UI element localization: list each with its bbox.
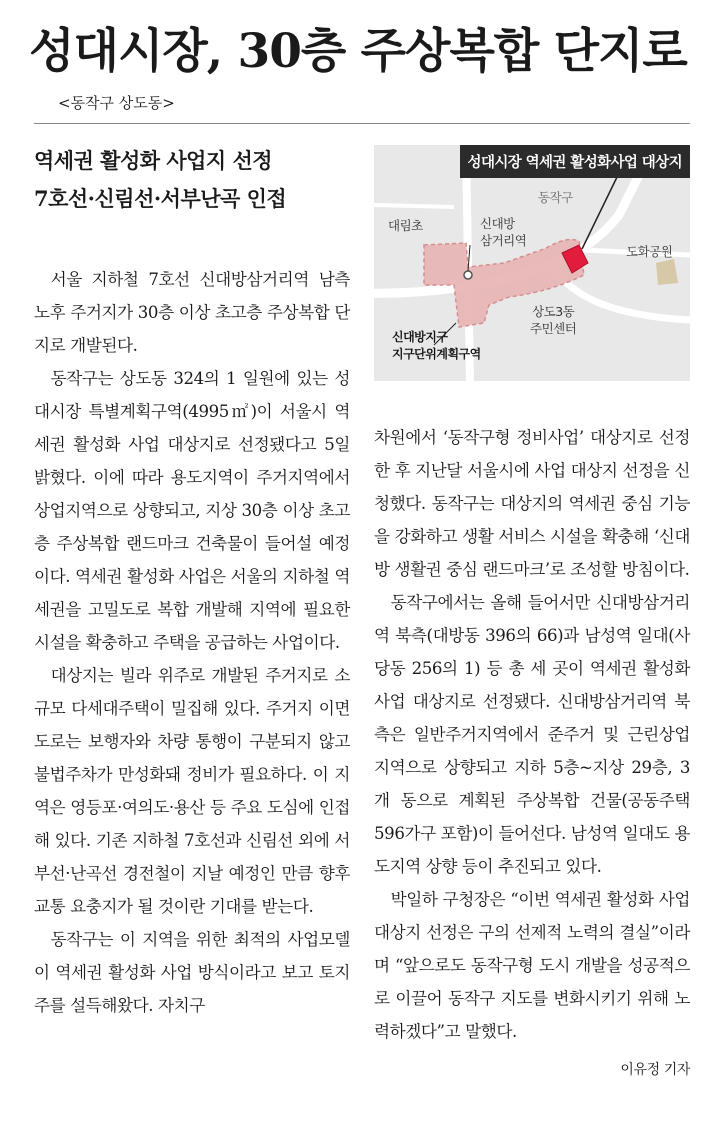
body-paragraph: 박일하 구청장은 “이번 역세권 활성화 사업 대상지 선정은 구의 선제적 노력의 결실”이라며 “앞으로도 동작구형 도시 개발을 성공적으로 이끌어 동작구 지도를 변화시키기 위해 노력하겠다”고 말했다. bbox=[374, 890, 690, 1041]
map-label-school: 대림초 bbox=[388, 218, 423, 233]
map-label-station-line2: 삼거리역 bbox=[480, 233, 527, 248]
headline-divider bbox=[34, 123, 690, 124]
map-label-district: 동작구 bbox=[538, 190, 573, 205]
article-column-1 bbox=[34, 263, 350, 1103]
map-label-zone-line2: 지구단위계획구역 bbox=[392, 347, 481, 361]
station-marker bbox=[464, 271, 472, 279]
location-tag: <동작구 상도동> bbox=[58, 94, 175, 112]
subheadline-1: 역세권 활성화 사업지 선정 bbox=[34, 148, 273, 173]
body-paragraph: 대상지는 빌라 위주로 개발된 주거지로 소규모 다세대주택이 밀집해 있다. 주거지 이면도로는 보행자와 차량 통행이 구분되지 않고 불법주차가 만성화돼 정비가 필요하다. 이 지역은 영등포·여의도·용산 등 주요 도심에 인접해 있다. 기존 지하철 7호선과 신림선 외에 서부선·난곡선 경전철이 지날 예정인 만큼 향후 교통 요충지가 될 것이란 기대를 받는다. bbox=[34, 666, 350, 916]
map-label-park: 도화공원 bbox=[626, 244, 673, 259]
map-title: 성대시장 역세권 활성화사업 대상지 bbox=[460, 145, 690, 178]
map-label-center-line2: 주민센터 bbox=[530, 321, 577, 336]
body-paragraph: 동작구는 이 지역을 위한 최적의 사업모델이 역세권 활성화 사업 방식이라고 보고 토지주를 설득해왔다. 자치구 bbox=[34, 930, 350, 1015]
map-label-zone bbox=[392, 329, 481, 363]
map-label-center-line1: 상도3동 bbox=[532, 304, 575, 319]
map-label-station-line1: 신대방 bbox=[480, 216, 515, 231]
headline: 성대시장, 30층 주상복합 단지로 bbox=[29, 24, 687, 79]
map-label-center bbox=[530, 303, 576, 337]
body-paragraph: 서울 지하철 7호선 신대방삼거리역 남측 노후 주거지가 30층 이상 초고층 주상복합 단지로 개발된다. bbox=[34, 270, 350, 355]
subheadline-2: 7호선·신림선·서부난곡 인접 bbox=[34, 186, 287, 211]
map-label-station bbox=[480, 215, 526, 249]
body-paragraph: 차원에서 ‘동작구형 정비사업’ 대상지로 선정한 후 지난달 서울시에 사업 대상지 선정을 신청했다. 동작구는 대상지의 역세권 중심 기능을 강화하고 생활 서비스 시설을 확충해 ‘신대방 생활권 중심 랜드마크’로 조성할 방침이다. bbox=[374, 428, 690, 579]
body-paragraph: 동작구에서는 올해 들어서만 신대방삼거리역 북측(대방동 396의 66)과 남성역 일대(사당동 256의 1) 등 총 세 곳이 역세권 활성화 사업 대상지로 선정됐다. 신대방삼거리역 북측은 일반주거지역에서 준주거 및 근린상업지역으로 상향되고 지하 5층~지상 29층, 3개 동으로 계획된 주상복합 건물(공동주택 596가구 포함)이 들어선다. 남성역 일대도 용도지역 상향 등이 추진되고 있다. bbox=[374, 593, 690, 876]
map-road bbox=[374, 205, 454, 207]
map-label-zone-line1: 신대방지구 bbox=[392, 330, 448, 344]
body-paragraph: 동작구는 상도동 324의 1 일원에 있는 성대시장 특별계획구역(4995㎡)이 서울시 역세권 활성화 사업 대상지로 선정됐다고 5일 밝혔다. 이에 따라 용도지역이 주거지역에서 상업지역으로 상향되고, 지상 30층 이상 초고층 주상복합 랜드마크 건축물이 들어설 예정이다. 역세권 활성화 사업은 서울의 지하철 역세권을 고밀도로 복합 개발해 지역에 필요한 시설을 확충하고 주택을 공급하는 사업이다. bbox=[34, 369, 350, 652]
byline: 이유정 기자 bbox=[620, 1062, 690, 1078]
park-area bbox=[656, 259, 678, 285]
location-map bbox=[374, 145, 690, 381]
article-column-2 bbox=[374, 421, 690, 1121]
